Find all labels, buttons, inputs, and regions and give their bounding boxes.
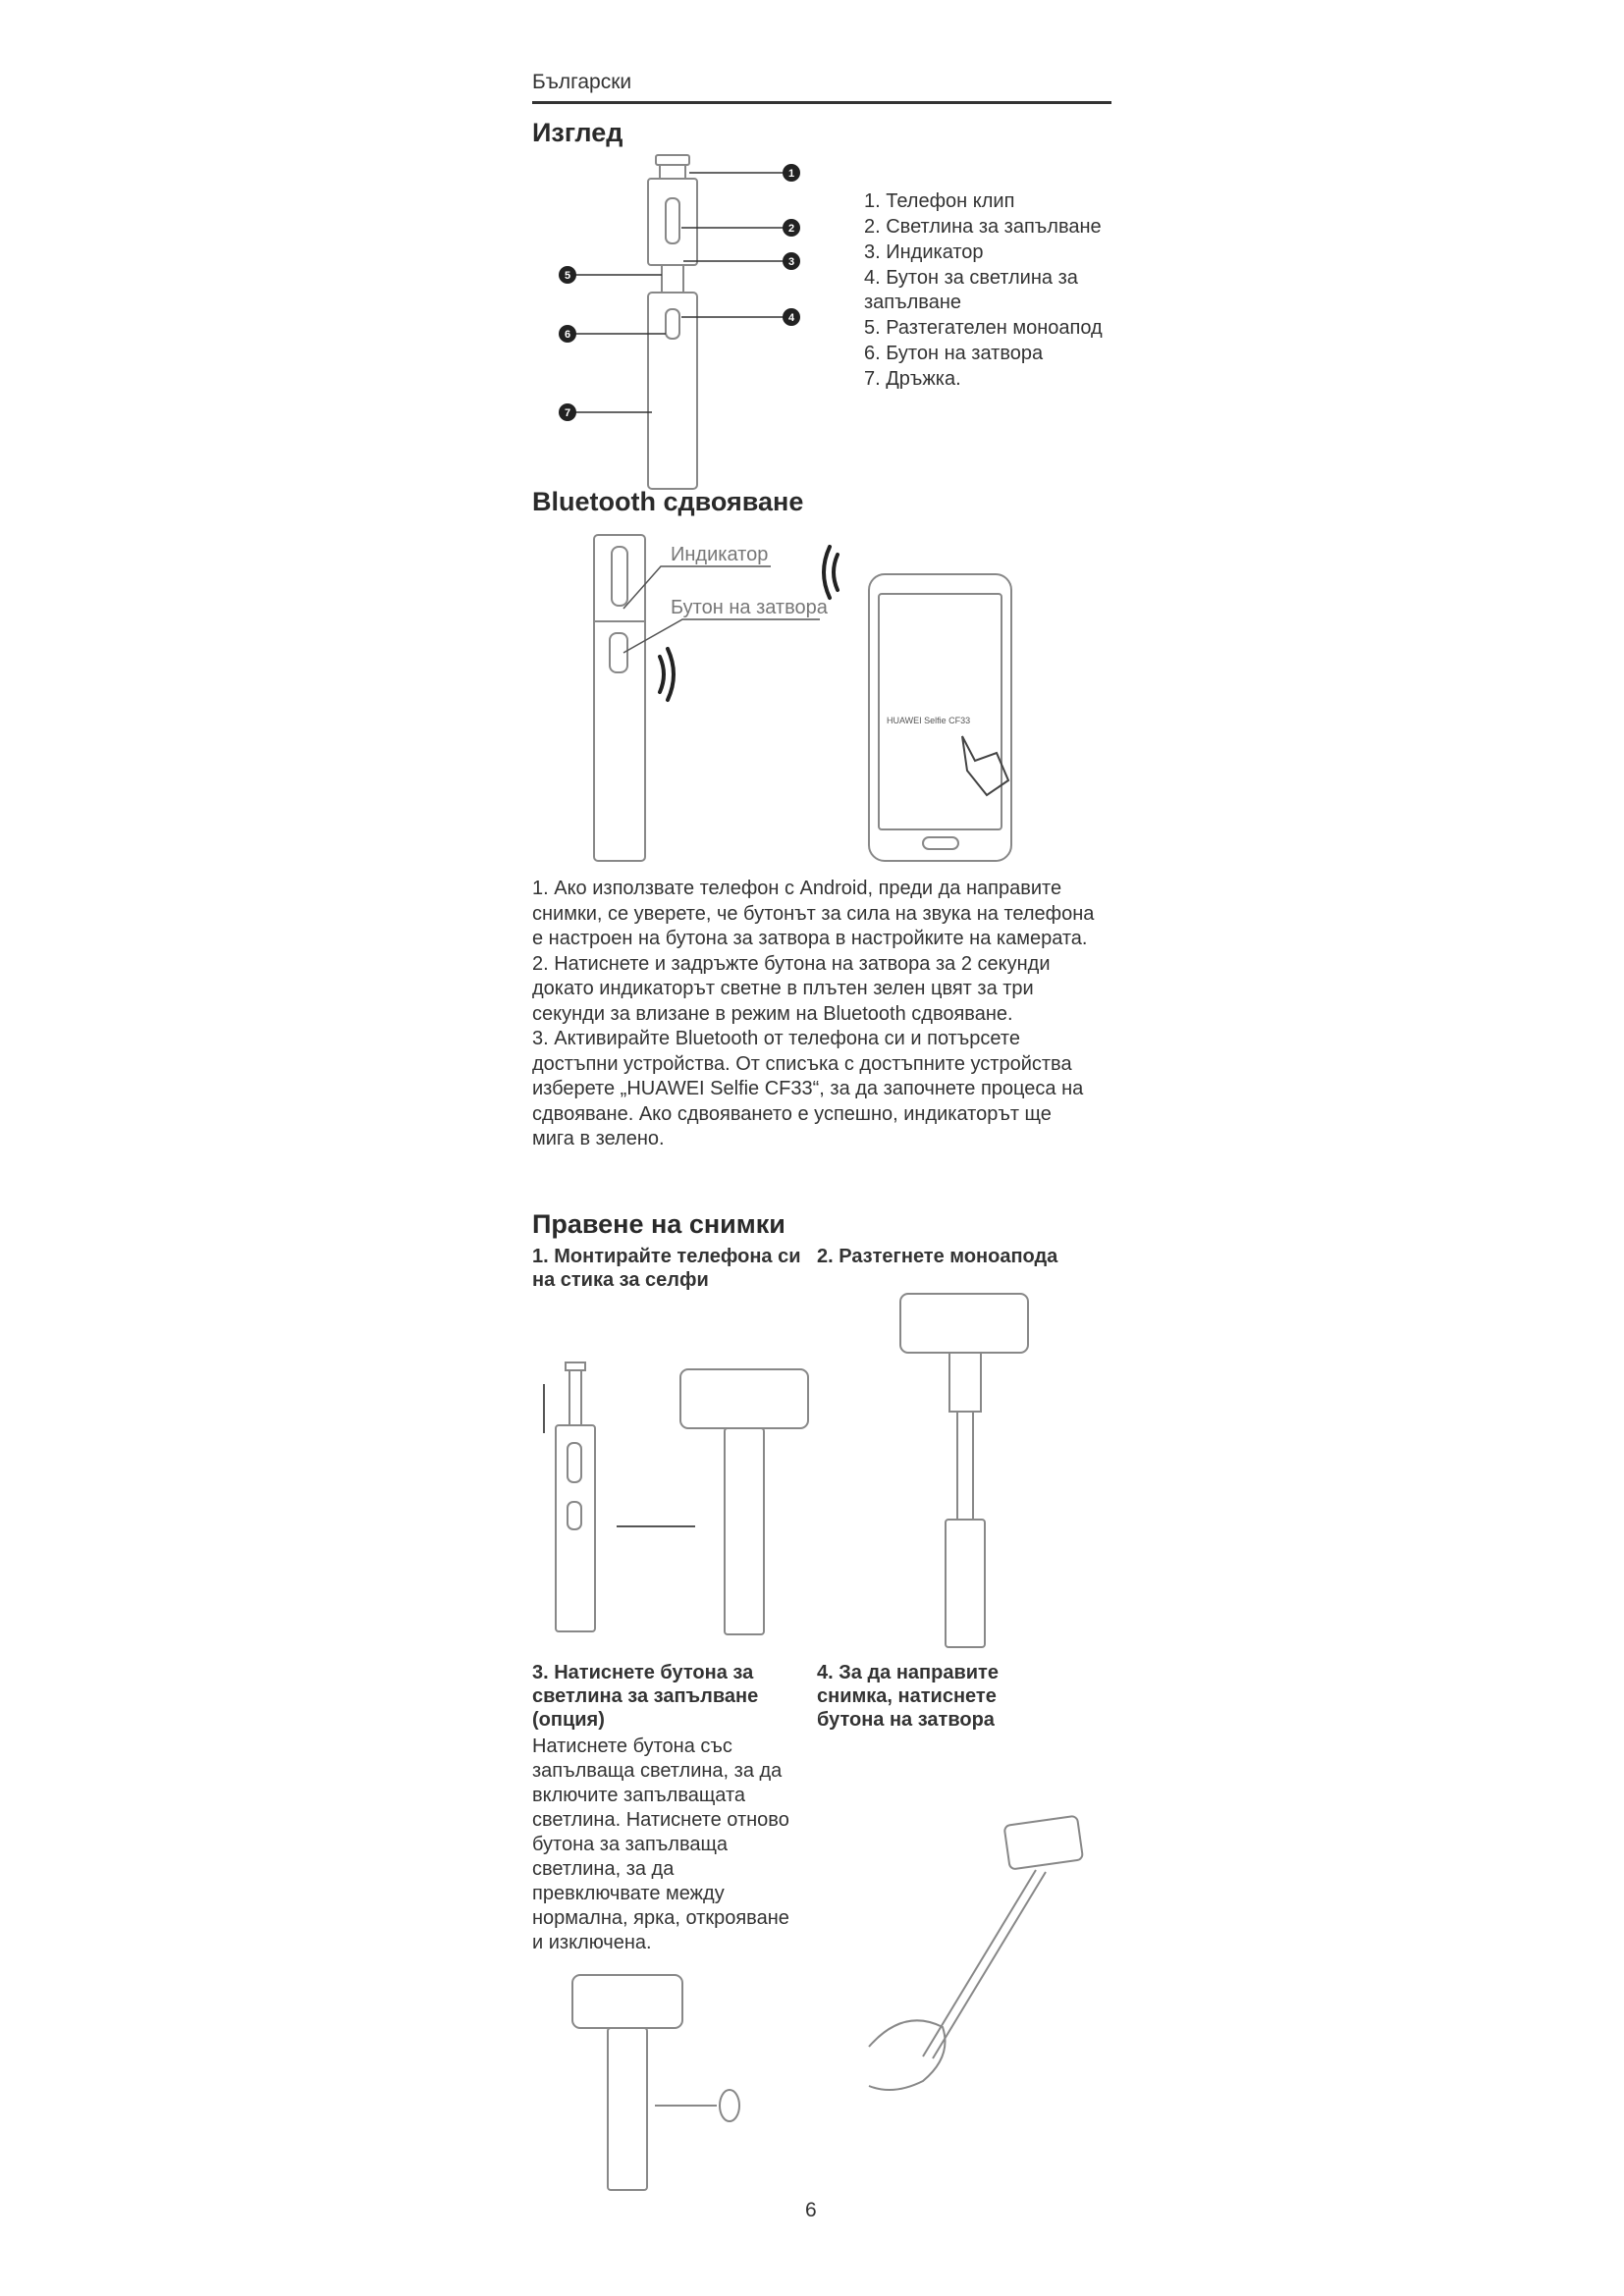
shutter-diagram <box>864 1811 1100 2115</box>
legend-item: 6. Бутон на затвора <box>864 343 1044 364</box>
legend-item: 1. Телефон клип <box>864 190 1015 212</box>
legend-item: 2. Светлина за запълване <box>864 216 1102 238</box>
language-label: Български <box>532 71 632 93</box>
callout-2: 2 <box>787 223 795 235</box>
fill-light-diagram <box>565 1963 761 2199</box>
mount-diagram <box>538 1355 833 1649</box>
legend-item: 7. Дръжка. <box>864 368 961 390</box>
pairing-step-1: 1. Ако използвате телефон с Android, преди да направите снимки, се уверете, че бутонът за сила на звука на телефона е настроен на бутона за затвора в настройките на камерата. <box>532 878 1095 949</box>
legend-item: 5. Разтегателен моноапод <box>864 317 1103 339</box>
section-title-pairing: Bluetooth сдвояване <box>532 487 804 516</box>
pairing-diagram <box>584 525 1075 874</box>
overview-diagram <box>550 147 815 501</box>
overview-legend <box>864 189 1110 393</box>
callout-3: 3 <box>787 256 795 268</box>
extend-diagram <box>889 1286 1036 1659</box>
header-rule <box>532 101 1111 104</box>
photo-step-3-title: 3. Натиснете бутона за светлина за запълване (опция) <box>532 1662 759 1731</box>
pairing-step-2: 2. Натиснете и задръжте бутона на затвора за 2 секунди докато индикаторът светне в плътен зелен цвят за три секунди за влизане в режим на Bluetooth сдвояване. <box>532 952 1051 1025</box>
callout-7: 7 <box>564 407 571 419</box>
page-number: 6 <box>805 2199 817 2221</box>
callout-5: 5 <box>564 270 571 282</box>
pairing-steps <box>532 877 1097 1152</box>
photo-step-4-title: 4. За да направите снимка, натиснете бутона на затвора <box>817 1662 999 1731</box>
pairing-step-3: 3. Активирайте Bluetooth от телефона си и потърсете достъпни устройства. От списъка с достъпните устройства изберете „HUAWEI Selfie CF33“, за да започнете процеса на сдвояване. Ако сдвояването е успешно, индикаторът ще мига в зелено. <box>532 1028 1084 1149</box>
callout-4: 4 <box>787 312 795 324</box>
photo-step-3-text: Натиснете бутона със запълваща светлина, за да включите запълващата светлина. Натиснете отново бутона за запълваща светлина, за да превключвате между нормална, ярка, открояване и изключена. <box>532 1735 789 1953</box>
device-name-label: HUAWEI Selfie CF33 <box>887 716 971 725</box>
photo-step-2-title: 2. Разтегнете моноапода <box>817 1246 1058 1267</box>
figure-label-shutter: Бутон на затвора <box>671 597 828 618</box>
legend-item: 3. Индикатор <box>864 241 984 263</box>
legend-item: 4. Бутон за светлина за запълване <box>864 267 1078 313</box>
section-title-overview: Изглед <box>532 118 623 147</box>
photo-step-1-title: 1. Монтирайте телефона си на стика за селфи <box>532 1246 801 1291</box>
section-title-photos: Правене на снимки <box>532 1209 785 1239</box>
figure-label-indicator: Индикатор <box>671 544 769 565</box>
callout-6: 6 <box>564 329 571 341</box>
callout-1: 1 <box>787 168 795 180</box>
